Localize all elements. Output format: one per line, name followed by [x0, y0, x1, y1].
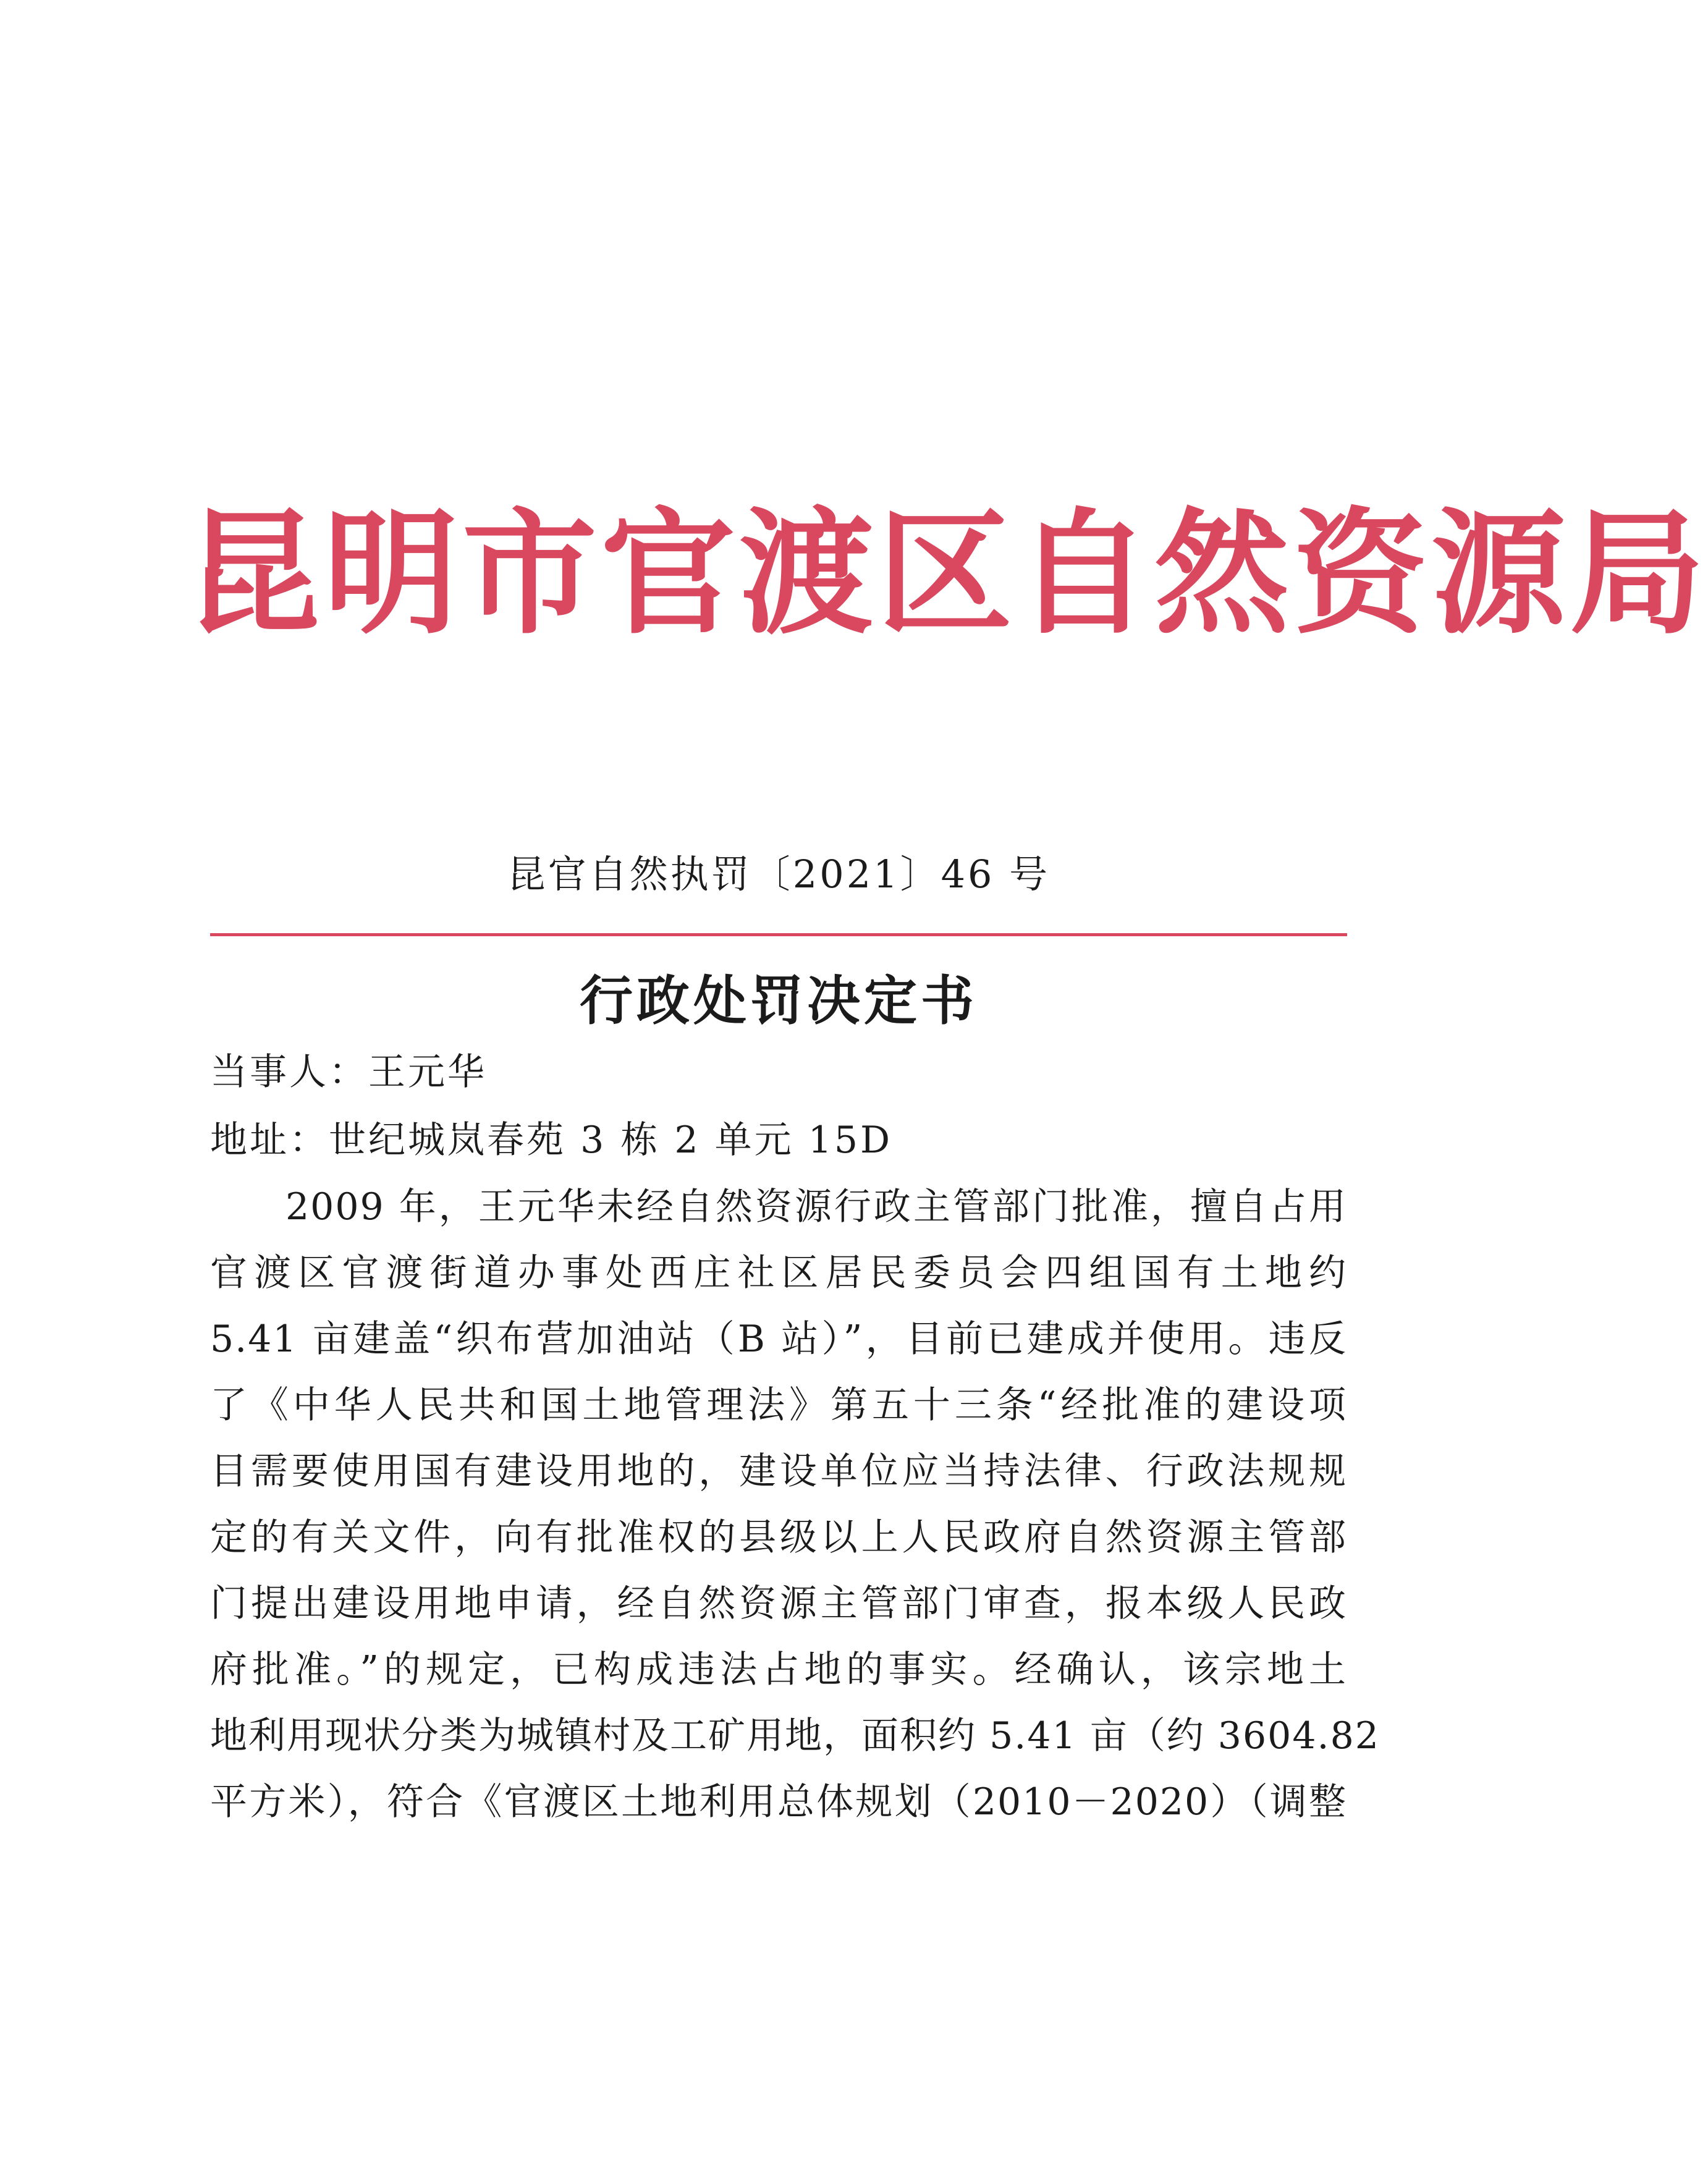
body-line: 门提出建设用地申请，经自然资源主管部门审查，报本级人民政: [210, 1582, 1347, 1625]
body-line: 地利用现状分类为城镇村及工矿用地，面积约 5.41 亩（约 3604.82: [210, 1714, 1380, 1758]
body-line: 5.41 亩建盖“织布营加油站（B 站）”，目前已建成并使用。违反: [210, 1318, 1347, 1361]
body-line: 府批准。”的规定，已构成违法占地的事实。经确认，该宗地土: [210, 1648, 1347, 1691]
document-number: 昆官自然执罚〔2021〕46 号: [507, 852, 1051, 897]
document-title: 行政处罚决定书: [580, 970, 978, 1032]
address-field: 地址：世纪城岚春苑 3 栋 2 单元 15D: [210, 1119, 893, 1162]
body-line: 平方米），符合《官渡区土地利用总体规划（2010－2020）（调整: [210, 1780, 1347, 1824]
body-line: 官渡区官渡街道办事处西庄社区居民委员会四组国有土地约: [210, 1251, 1347, 1295]
body-line: 2009 年，王元华未经自然资源行政主管部门批准，擅自占用: [285, 1185, 1347, 1229]
body-paragraph: [210, 1174, 1380, 1835]
body-line: 了《中华人民共和国土地管理法》第五十三条“经批准的建设项: [210, 1384, 1347, 1427]
header-divider: [210, 933, 1347, 936]
party-field: 当事人：王元华: [210, 1051, 487, 1094]
organization-header: 昆明市官渡区自然资源局: [185, 496, 1708, 653]
body-line: 目需要使用国有建设用地的，建设单位应当持法律、行政法规规: [210, 1450, 1347, 1493]
body-line: 定的有关文件，向有批准权的县级以上人民政府自然资源主管部: [210, 1516, 1347, 1559]
